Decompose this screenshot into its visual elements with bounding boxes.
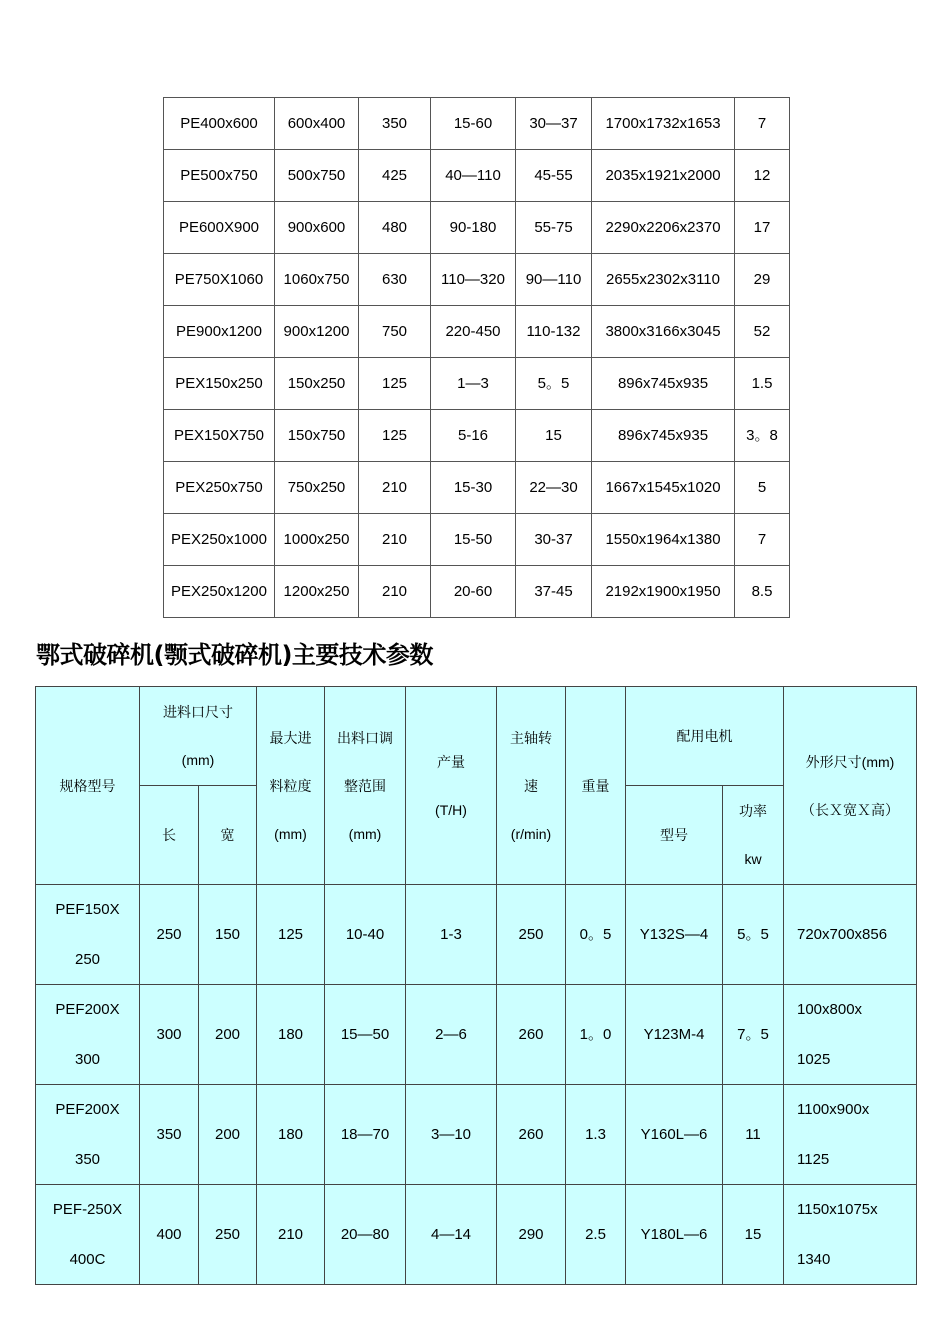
feed-opening-cell: 750x250	[275, 462, 359, 514]
width-cell: 250	[199, 1185, 257, 1285]
header-max-feed-line2: 料粒度	[269, 777, 312, 794]
model-cell: PEX250x1200	[164, 566, 275, 618]
capacity-cell: 55-75	[516, 202, 592, 254]
model-cell: PE750X1060	[164, 254, 275, 306]
table-row	[36, 885, 917, 985]
dimensions-cell: 896x745x935	[592, 358, 735, 410]
weight-cell: 52	[735, 306, 790, 358]
header-feed-size-label: 进料口尺寸	[163, 704, 233, 720]
max-feed-cell: 125	[257, 885, 325, 985]
feed-opening-cell: 900x600	[275, 202, 359, 254]
width-cell: 200	[199, 985, 257, 1085]
header-motor-type: 型号	[626, 786, 723, 885]
dimensions-line1: 720x700x856	[797, 926, 888, 943]
header-discharge-unit: (mm)	[348, 825, 382, 842]
header-motor-power-label: 功率	[739, 803, 767, 819]
speed-cell: 290	[497, 1185, 566, 1285]
weight-cell: 7	[735, 514, 790, 566]
max-feed-cell: 630	[359, 254, 431, 306]
model-cell	[36, 1185, 140, 1285]
weight-cell: 1.5	[735, 358, 790, 410]
spec-table	[163, 97, 790, 618]
width-cell: 150	[199, 885, 257, 985]
model-cell: PE900x1200	[164, 306, 275, 358]
motor-power-cell: 11	[723, 1085, 784, 1185]
table-row	[164, 358, 790, 410]
max-feed-cell: 425	[359, 150, 431, 202]
motor-type-cell: Y132S—4	[626, 885, 723, 985]
table-row	[36, 1185, 917, 1285]
weight-cell: 12	[735, 150, 790, 202]
dimensions-line1: 100x800x	[797, 1001, 863, 1018]
capacity-cell: 22—30	[516, 462, 592, 514]
weight-cell: 1。0	[566, 985, 626, 1085]
model-line1: PEF-250X	[52, 1201, 123, 1218]
table-row	[164, 306, 790, 358]
discharge-range-cell: 110—320	[431, 254, 516, 306]
max-feed-cell: 350	[359, 98, 431, 150]
feed-opening-cell: 1060x750	[275, 254, 359, 306]
model-line1: PEF200X	[55, 1001, 120, 1018]
param-table	[35, 686, 917, 1285]
dimensions-cell	[784, 1185, 917, 1285]
model-cell: PE600X900	[164, 202, 275, 254]
header-dimensions-note: （长Ｘ宽Ｘ高）	[801, 801, 899, 818]
discharge-range-cell: 220-450	[431, 306, 516, 358]
model-cell: PEX250x1000	[164, 514, 275, 566]
table-row	[164, 566, 790, 618]
discharge-range-cell: 40—110	[431, 150, 516, 202]
header-discharge	[325, 687, 406, 885]
capacity-cell: 30-37	[516, 514, 592, 566]
capacity-cell: 37-45	[516, 566, 592, 618]
discharge-cell: 15—50	[325, 985, 406, 1085]
dimensions-cell	[784, 885, 917, 985]
dimensions-cell: 1700x1732x1653	[592, 98, 735, 150]
discharge-range-cell: 15-60	[431, 98, 516, 150]
capacity-cell: 2—6	[406, 985, 497, 1085]
feed-opening-cell: 1200x250	[275, 566, 359, 618]
max-feed-cell: 210	[359, 514, 431, 566]
model-line2: 300	[74, 1051, 101, 1068]
max-feed-cell: 180	[257, 985, 325, 1085]
table-row	[36, 1085, 917, 1185]
model-cell: PEX150X750	[164, 410, 275, 462]
max-feed-cell: 210	[359, 566, 431, 618]
model-line1: PEF150X	[55, 901, 120, 918]
dimensions-cell: 896x745x935	[592, 410, 735, 462]
length-cell: 400	[140, 1185, 199, 1285]
dimensions-cell: 3800x3166x3045	[592, 306, 735, 358]
capacity-cell: 90—110	[516, 254, 592, 306]
dimensions-line2: 1125	[797, 1151, 830, 1168]
model-cell: PE400x600	[164, 98, 275, 150]
discharge-range-cell: 20-60	[431, 566, 516, 618]
weight-cell: 2.5	[566, 1185, 626, 1285]
discharge-cell: 20—80	[325, 1185, 406, 1285]
header-speed-line1: 主轴转	[510, 729, 552, 746]
length-cell: 300	[140, 985, 199, 1085]
weight-cell: 29	[735, 254, 790, 306]
discharge-cell: 10-40	[325, 885, 406, 985]
model-cell	[36, 1085, 140, 1185]
capacity-cell: 15	[516, 410, 592, 462]
model-cell: PEX150x250	[164, 358, 275, 410]
model-cell	[36, 885, 140, 985]
max-feed-cell: 180	[257, 1085, 325, 1185]
feed-opening-cell: 600x400	[275, 98, 359, 150]
motor-power-cell: 7。5	[723, 985, 784, 1085]
dimensions-cell: 1550x1964x1380	[592, 514, 735, 566]
model-line2: 400C	[69, 1251, 106, 1268]
dimensions-line1: 1100x900x	[797, 1101, 870, 1118]
weight-cell: 0。5	[566, 885, 626, 985]
header-discharge-line1: 出料口调	[337, 729, 393, 746]
table-row	[164, 254, 790, 306]
speed-cell: 260	[497, 1085, 566, 1185]
capacity-cell: 45-55	[516, 150, 592, 202]
header-motor-power-unit: kw	[744, 851, 762, 867]
speed-cell: 250	[497, 885, 566, 985]
discharge-range-cell: 1—3	[431, 358, 516, 410]
header-width: 宽	[199, 786, 257, 885]
capacity-cell: 3—10	[406, 1085, 497, 1185]
speed-cell: 260	[497, 985, 566, 1085]
motor-power-cell: 5。5	[723, 885, 784, 985]
dimensions-cell: 2290x2206x2370	[592, 202, 735, 254]
weight-cell: 5	[735, 462, 790, 514]
header-length: 长	[140, 786, 199, 885]
discharge-range-cell: 90-180	[431, 202, 516, 254]
model-cell: PEX250x750	[164, 462, 275, 514]
header-speed-line2: 速	[524, 777, 538, 794]
length-cell: 350	[140, 1085, 199, 1185]
header-feed-size	[140, 687, 257, 786]
weight-cell: 8.5	[735, 566, 790, 618]
capacity-cell: 5。5	[516, 358, 592, 410]
table-row	[164, 410, 790, 462]
table-row	[36, 985, 917, 1085]
header-weight: 重量	[566, 687, 626, 885]
header-capacity-unit: (T/H)	[435, 801, 467, 818]
weight-cell: 1.3	[566, 1085, 626, 1185]
max-feed-cell: 750	[359, 306, 431, 358]
table-row	[164, 514, 790, 566]
table-row	[164, 462, 790, 514]
table-row	[164, 202, 790, 254]
motor-type-cell: Y180L—6	[626, 1185, 723, 1285]
header-max-feed-unit: (mm)	[274, 825, 307, 842]
header-capacity	[406, 687, 497, 885]
dimensions-cell: 2655x2302x3110	[592, 254, 735, 306]
dimensions-line1: 1150x1075x	[797, 1201, 878, 1218]
header-dimensions-label: 外形尺寸(mm)	[805, 753, 895, 770]
model-line2: 250	[74, 951, 101, 968]
header-discharge-line2: 整范围	[344, 777, 386, 794]
model-line2: 350	[74, 1151, 101, 1168]
dimensions-line2: 1340	[797, 1251, 831, 1268]
length-cell: 250	[140, 885, 199, 985]
capacity-cell: 1-3	[406, 885, 497, 985]
feed-opening-cell: 150x250	[275, 358, 359, 410]
discharge-range-cell: 15-50	[431, 514, 516, 566]
capacity-cell: 4—14	[406, 1185, 497, 1285]
weight-cell: 3。8	[735, 410, 790, 462]
header-dimensions	[784, 687, 917, 885]
discharge-range-cell: 5-16	[431, 410, 516, 462]
feed-opening-cell: 1000x250	[275, 514, 359, 566]
capacity-cell: 110-132	[516, 306, 592, 358]
model-cell	[36, 985, 140, 1085]
header-model: 规格型号	[36, 687, 140, 885]
section-title: 鄂式破碎机(颚式破碎机)主要技术参数	[36, 641, 433, 669]
feed-opening-cell: 150x750	[275, 410, 359, 462]
header-capacity-label: 产量	[437, 753, 465, 770]
max-feed-cell: 125	[359, 410, 431, 462]
table-row	[164, 150, 790, 202]
dimensions-cell: 2035x1921x2000	[592, 150, 735, 202]
max-feed-cell: 210	[257, 1185, 325, 1285]
header-max-feed-line1: 最大进	[269, 729, 312, 746]
model-line1: PEF200X	[55, 1101, 120, 1118]
discharge-range-cell: 15-30	[431, 462, 516, 514]
discharge-cell: 18—70	[325, 1085, 406, 1185]
table-row	[164, 98, 790, 150]
dimensions-line2: 1025	[797, 1051, 831, 1068]
motor-type-cell: Y123M-4	[626, 985, 723, 1085]
dimensions-cell: 1667x1545x1020	[592, 462, 735, 514]
weight-cell: 7	[735, 98, 790, 150]
header-max-feed	[257, 687, 325, 885]
header-feed-size-unit: (mm)	[181, 752, 215, 768]
width-cell: 200	[199, 1085, 257, 1185]
header-motor: 配用电机	[626, 687, 784, 786]
max-feed-cell: 480	[359, 202, 431, 254]
dimensions-cell: 2192x1900x1950	[592, 566, 735, 618]
capacity-cell: 30—37	[516, 98, 592, 150]
header-speed	[497, 687, 566, 885]
max-feed-cell: 210	[359, 462, 431, 514]
feed-opening-cell: 500x750	[275, 150, 359, 202]
max-feed-cell: 125	[359, 358, 431, 410]
motor-type-cell: Y160L—6	[626, 1085, 723, 1185]
dimensions-cell	[784, 1085, 917, 1185]
header-speed-unit: (r/min)	[510, 825, 552, 842]
header-motor-power	[723, 786, 784, 885]
model-cell: PE500x750	[164, 150, 275, 202]
weight-cell: 17	[735, 202, 790, 254]
feed-opening-cell: 900x1200	[275, 306, 359, 358]
motor-power-cell: 15	[723, 1185, 784, 1285]
dimensions-cell	[784, 985, 917, 1085]
